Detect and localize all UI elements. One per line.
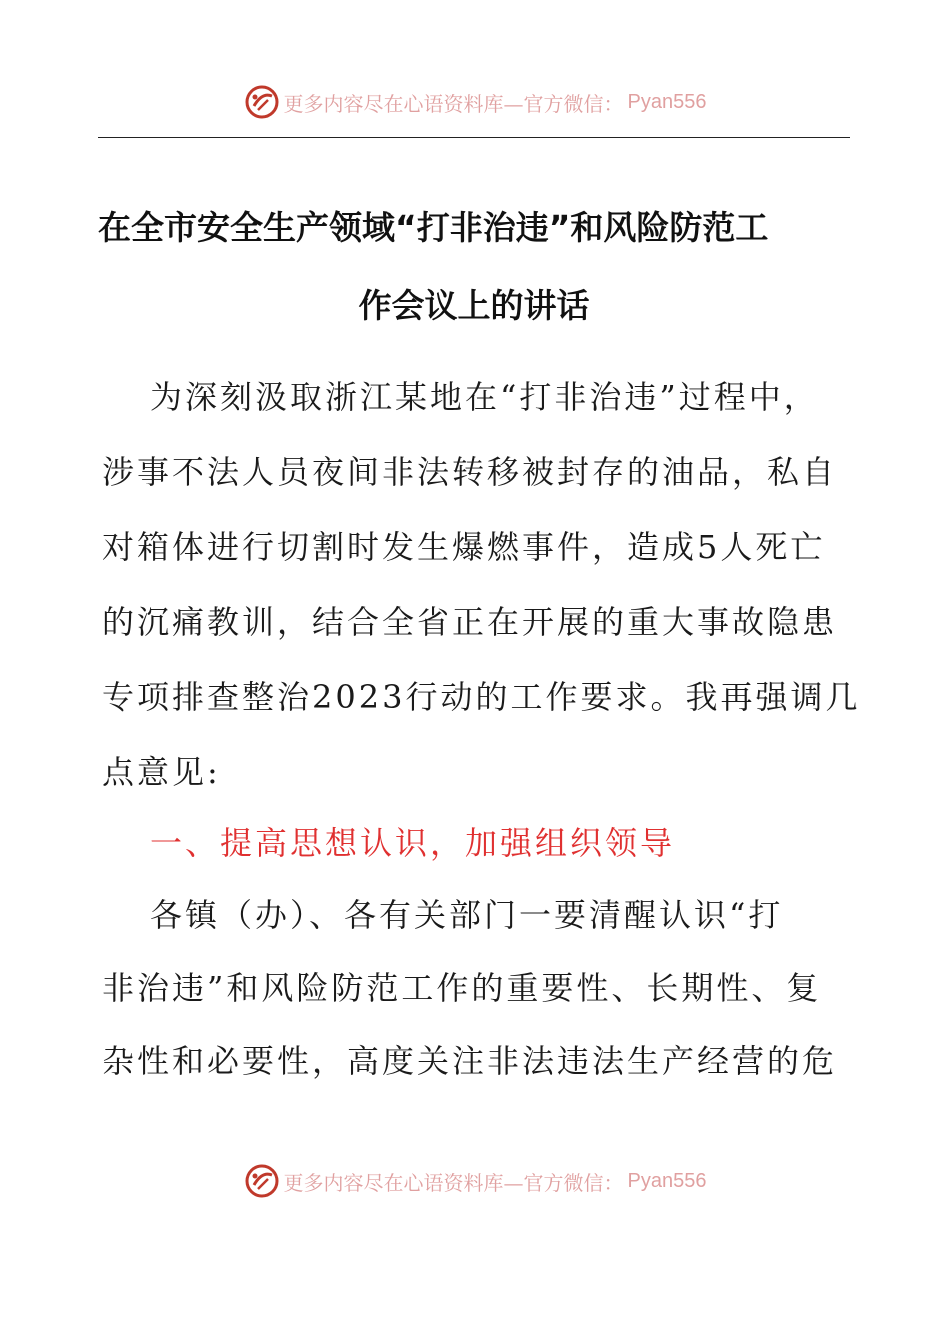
- body-line: 涉事不法人员夜间非法转移被封存的油品，私自: [102, 453, 838, 491]
- document-title-line-2: 作会议上的讲话: [358, 286, 590, 325]
- banner-text: 更多内容尽在心语资料库—官方微信：: [283, 91, 624, 116]
- body-line: 杂性和必要性，高度关注非法违法生产经营的危: [102, 1042, 838, 1080]
- body-line: 专项排查整治2023行动的工作要求。我再强调几: [102, 678, 861, 716]
- banner-wechat-id: Pyan556: [627, 1169, 707, 1192]
- body-line: 对箱体进行切割时发生爆燃事件，造成5人死亡: [102, 528, 826, 566]
- section-heading: 一、提高思想认识，加强组织领导: [150, 824, 676, 862]
- body-line: 各镇（办）、各有关部门一要清醒认识“打: [150, 896, 784, 934]
- banner-text: 更多内容尽在心语资料库—官方微信：: [283, 1170, 624, 1195]
- body-line: 非治违”和风险防范工作的重要性、长期性、复: [102, 969, 822, 1007]
- body-line: 为深刻汲取浙江某地在“打非治违”过程中，: [150, 378, 819, 416]
- library-logo-icon: [244, 84, 280, 120]
- body-line: 点意见:: [102, 753, 221, 791]
- banner-wechat-id: Pyan556: [627, 90, 707, 113]
- footer-banner: [0, 1163, 950, 1203]
- header-rule: [98, 137, 850, 138]
- header-banner: [0, 84, 950, 124]
- library-logo-icon: [244, 1163, 280, 1199]
- body-line: 的沉痛教训，结合全省正在开展的重大事故隐患: [102, 603, 838, 641]
- document-title-line-1: 在全市安全生产领域“打非治违”和风险防范工: [98, 208, 769, 247]
